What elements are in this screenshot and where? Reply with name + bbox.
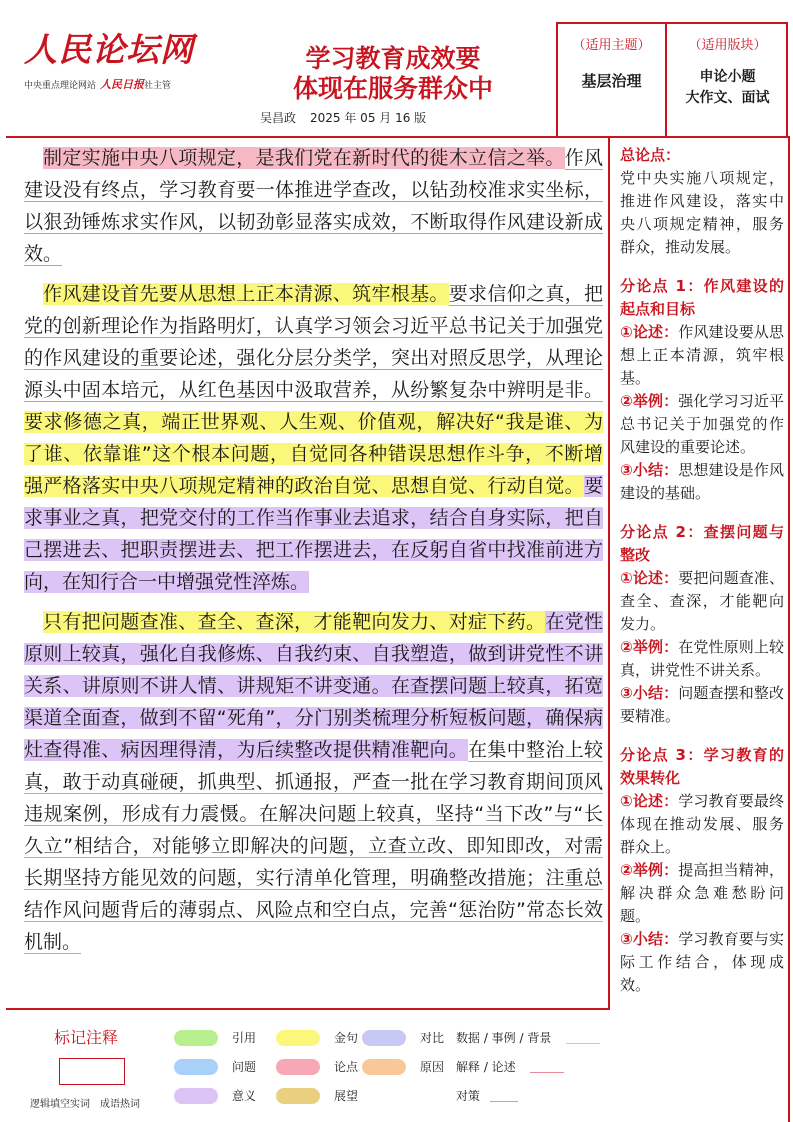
item-text: 思想建设是作风建设的基础。 [620,461,784,502]
legend-label: 对比 [420,1031,445,1045]
item-label: ③小结： [620,461,679,479]
legend-swatch [276,1030,320,1046]
publisher-suffix: 社主管 [144,81,172,91]
overall-thesis-text: 党中央实施八项规定，推进作风建设，落实中央八项规定精神，服务群众，推动发展。 [620,169,784,256]
article-body [24,142,603,958]
legend-swatch [174,1059,218,1075]
theme-value: 基层治理 [581,72,642,90]
legend-swatch [362,1030,406,1046]
legend-line-countermeasure-label: 对策 [456,1089,481,1103]
section-value-line-1: 申论小题 [699,69,756,85]
legend-label: 论点 [334,1060,359,1074]
paragraph-1 [24,142,603,270]
item-text: 强化学习习近平总书记关于加强党的作风建设的重要论述。 [620,392,784,456]
item-label: ②举例： [620,638,679,656]
legend-line-explanation-label: 解释 / 论述 [456,1060,516,1074]
item-text: 提高担当精神，解决群众急难愁盼问题。 [620,861,784,925]
legend-item-contrast [362,1029,444,1046]
item-text: 学习教育要与实际工作结合，体现成效。 [620,930,784,994]
point-2-item [620,567,784,636]
legend-item-reason [362,1058,444,1075]
legend-swatch [174,1030,218,1046]
logo-subtitle-text: 中央重点理论网站 [24,81,97,91]
legend-swatch [276,1088,320,1104]
top-rule [6,136,790,138]
quote-highlight: 只有把问题查准、查全、查深，才能靶向发力、对症下药。 [43,611,546,633]
quote-highlight: 作风建设首先要从思想上正本清源、筑牢根基。 [43,283,449,305]
legend-label: 意义 [232,1089,257,1103]
legend-footnote [30,1095,140,1110]
overall-thesis-heading: 总论点： [620,146,681,164]
explanation-underline: 要求信仰之真，把党的创新理论作为指路明灯，认真学习领会习近平总书记关于加强党的作风建设的重要论述，强化分层分类学，突出对照反思学，从理论源头中固本培元，从红色基因中汲取营养，从纷繁复杂中辨明是非。 [24,283,603,401]
point-1-item [620,321,784,390]
legend-line-explanation [530,1072,564,1073]
legend-swatch [276,1059,320,1075]
point-3-item [620,859,784,928]
bottom-rule [6,1008,610,1010]
legend-label: 金句 [334,1031,359,1045]
article-title [228,44,558,104]
legend-title: 标记注释 [54,1028,119,1047]
item-label: ③小结： [620,684,679,702]
author: 吴昌政 [260,111,297,125]
significance-highlight: 要求事业之真，把党交付的工作当作事业去追求，结合自身实际，把自己摆进去、把职责摆进去、把工作摆进去，在反躬自省中找准前进方向，在知行合一中增强党性淬炼。 [24,475,603,593]
legend-item-problem [174,1058,256,1075]
title-line-2: 体现在服务群众中 [292,74,493,103]
item-label: ①论述： [620,792,679,810]
publish-date: 2025 年 05 月 16 版 [310,111,427,125]
legend-item-outlook [276,1087,358,1104]
item-label: ①论述： [620,569,679,587]
theme-label: （适用主题） [572,38,651,53]
point-1-item [620,390,784,459]
analysis-sidebar [620,144,784,997]
legend-item-golden-sentence [276,1029,358,1046]
section-value [667,67,788,109]
legend-label: 原因 [420,1060,445,1074]
paragraph-2 [24,278,603,598]
quote-highlight: 要求修德之真，端正世界观、人生观、价值观，解决好“我是谁、为了谁、依靠谁”这个根本问题，自觉同各种错误思想作斗争，不断增强严格落实中央八项规定精神的政治自觉、思想自觉、行动自觉。 [24,411,603,497]
meta-box [556,22,788,138]
logo-wordmark: 人民论坛网 [24,30,194,69]
column-divider [608,138,610,1009]
legend-label: 引用 [232,1031,257,1045]
legend-item-significance [174,1087,256,1104]
legend-swatch [174,1088,218,1104]
point-3-item [620,790,784,859]
byline [260,109,540,126]
legend-item-citation [174,1029,256,1046]
site-logo [24,30,204,92]
item-label: ②举例： [620,861,679,879]
point-1-heading: 分论点 1：作风建设的起点和目标 [620,277,784,318]
point-2-item [620,636,784,682]
point-3-item [620,928,784,997]
legend-label: 问题 [232,1060,257,1074]
item-label: ③小结： [620,930,679,948]
paragraph-3 [24,606,603,958]
point-2-item [620,682,784,728]
point-2-heading: 分论点 2：查摆问题与整改 [620,523,784,564]
significance-highlight: 在党性原则上较真，强化自我修炼、自我约束、自我塑造，做到讲党性不讲关系、讲原则不讲人情、讲规矩不讲变通。在查摆问题上较真，拓宽渠道全面查，做到不留“死角”，分门别类梳理分析短板问题，确保病灶查得准、病因理得清，为后续整改提供精准靶向。 [24,611,603,761]
legend-line-data [566,1043,600,1044]
logo-subtitle [24,76,204,92]
point-1-item [620,459,784,505]
item-text: 作风建设要从思想上正本清源，筑牢根基。 [620,323,784,387]
item-label: ①论述： [620,323,679,341]
item-text: 学习教育要最终体现在推动发展、服务群众上。 [620,792,784,856]
legend-line-countermeasure [490,1101,518,1102]
section-value-line-2: 大作文、面试 [685,90,770,106]
point-3-heading: 分论点 3：学习教育的效果转化 [620,746,784,787]
explanation-underline: 作风建设没有终点，学习教育要一体推进学查改，以钻劲校准求实坐标，以狠劲锤炼求实作风，以韧劲彰显落实成效，不断取得作风建设新成效。 [24,147,603,265]
title-line-1: 学习教育成效要 [305,44,481,73]
legend-line-data-label: 数据 / 事例 / 背景 [456,1031,552,1045]
legend-item-argument [276,1058,358,1075]
thesis-highlight: 制定实施中央八项规定，是我们党在新时代的徙木立信之举。 [43,147,565,169]
item-text: 问题查摆和整改要精准。 [620,684,784,725]
legend-foot-2: 成语热词 [100,1099,140,1110]
legend-foot-1: 逻辑填空实词 [30,1099,90,1110]
right-border [788,138,790,1122]
section-label: （适用版块） [688,38,767,53]
legend-swatch [362,1059,406,1075]
item-text: 在党性原则上较真，讲党性不讲关系。 [620,638,784,679]
legend-box [59,1058,125,1085]
section-column [667,24,788,109]
theme-column [558,24,665,92]
item-text: 要把问题查准、查全、查深，才能靶向发力。 [620,569,784,633]
countermeasure-underline: 在集中整治上较真，敢于动真碰硬，抓典型、抓通报，严查一批在学习教育期间顶风违规案例，形成有力震慑。在解决问题上较真，坚持“当下改”与“长久立”相结合，对能够立即解决的问题，立查立改、即知即改，对需长期坚持方能见效的问题，实行清单化管理，明确整改措施；注重总结作风问题背后的薄弱点、风险点和空白点，完善“惩治防”常态长效机制。 [24,739,603,953]
legend-label: 展望 [334,1089,359,1103]
publisher-logo: 人民日报 [100,78,145,91]
item-label: ②举例： [620,392,679,410]
